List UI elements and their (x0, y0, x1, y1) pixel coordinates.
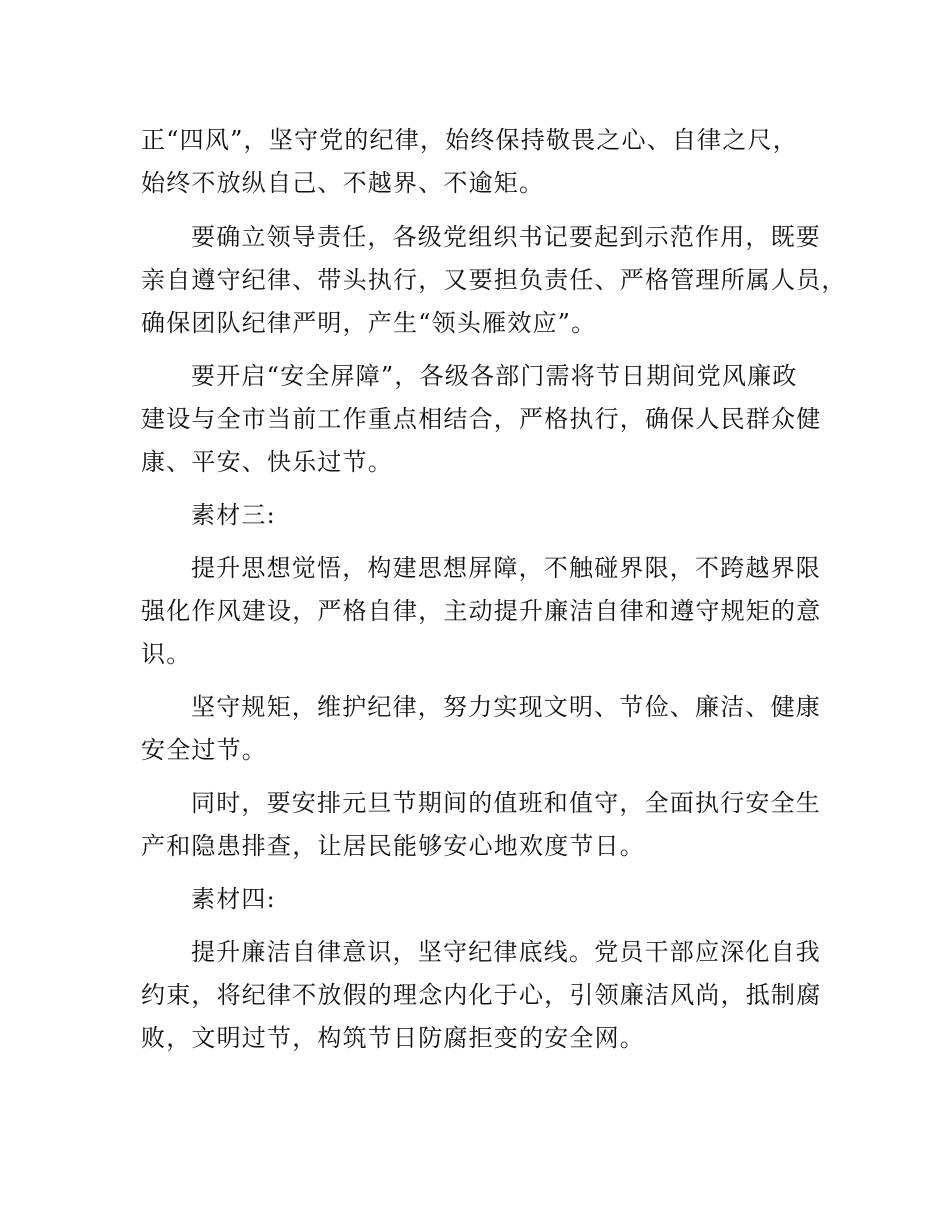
paragraph-first-line: 要开启“安全屏障”，各级各部门需将节日期间党风廉政 (191, 362, 798, 390)
paragraph-first-line: 提升廉洁自律意识，坚守纪律底线。党员干部应深化自我 (191, 938, 821, 966)
text-line: 败，文明过节，构筑节日防腐拒变的安全网。 (141, 1024, 645, 1052)
paragraph-first-line: 要确立领导责任，各级党组织书记要起到示范作用，既要 (191, 223, 821, 251)
paragraph-first-line: 坚守规矩，维护纪律，努力实现文明、节俭、廉洁、健康 (191, 693, 821, 721)
text-line: 确保团队纪律严明，产生“领头雁效应”。 (141, 309, 597, 337)
paragraph-first-line: 提升思想觉悟，构建思想屏障，不触碰界限，不跨越界限 (191, 554, 821, 582)
text-line: 产和隐患排查，让居民能够安心地欢度节日。 (141, 832, 645, 860)
text-line: 安全过节。 (141, 736, 267, 764)
text-line: 康、平安、快乐过节。 (141, 448, 393, 476)
text-line: 正“四风”，坚守党的纪律，始终保持敬畏之心、自律之尺， (141, 126, 798, 154)
text-line: 亲自遵守纪律、带头执行，又要担负责任、严格管理所属人员， (141, 266, 847, 294)
text-line: 建设与全市当前工作重点相结合，严格执行，确保人民群众健 (141, 405, 822, 433)
text-line: 强化作风建设，严格自律，主动提升廉洁自律和遵守规矩的意 (141, 597, 822, 625)
paragraph-first-line: 同时，要安排元旦节期间的值班和值守，全面执行安全生 (191, 789, 821, 817)
section-heading: 素材三: (191, 501, 276, 529)
text-line: 约束，将纪律不放假的理念内化于心，引领廉洁风尚，抵制腐 (141, 981, 822, 1009)
text-line: 识。 (141, 640, 192, 668)
text-line: 始终不放纵自己、不越界、不逾矩。 (141, 169, 545, 197)
section-heading: 素材四: (191, 885, 276, 913)
